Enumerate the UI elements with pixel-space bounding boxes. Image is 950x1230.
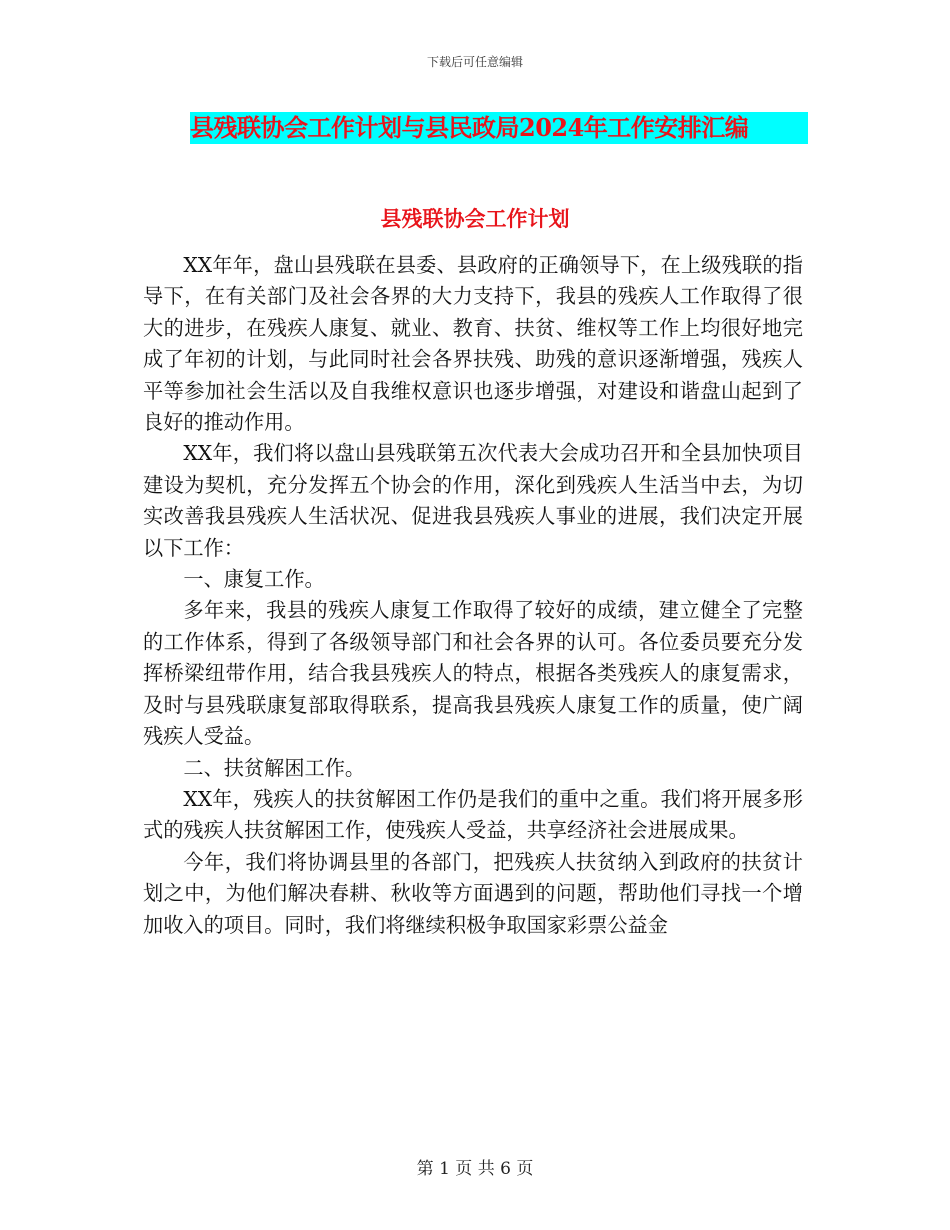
page-number: 第 1 页 共 6 页 [416, 1159, 534, 1179]
document-body [143, 250, 803, 941]
heading-poverty-relief: 二、扶贫解困工作。 [183, 755, 366, 780]
section-title: 县残联协会工作计划 [380, 206, 570, 231]
paragraph-poverty-relief: XX年，残疾人的扶贫解困工作仍是我们的重中之重。我们将开展多形式的残疾人扶贫解困工作，使残疾人受益，共享经济社会进展成果。 [143, 786, 803, 843]
paragraph-this-year: 今年，我们将协调县里的各部门，把残疾人扶贫纳入到政府的扶贫计划之中，为他们解决春耕、秋收等方面遇到的问题，帮助他们寻找一个增加收入的项目。同时，我们将继续积极争取国家彩票公益金 [143, 849, 803, 937]
paragraph-plan: XX年，我们将以盘山县残联第五次代表大会成功召开和全县加快项目建设为契机，充分发挥五个协会的作用，深化到残疾人生活当中去，为切实改善我县残疾人生活状况、促进我县残疾人事业的进展，我们决定开展以下工作： [143, 441, 803, 560]
header-note: 下载后可任意编辑 [426, 55, 523, 69]
paragraph-rehabilitation: 多年来，我县的残疾人康复工作取得了较好的成绩，建立健全了完整的工作体系，得到了各级领导部门和社会各界的认可。各位委员要充分发挥桥梁纽带作用，结合我县残疾人的特点，根据各类残疾人的康复需求，及时与县残联康复部取得联系，提高我县残疾人康复工作的质量，使广阔残疾人受益。 [143, 598, 803, 749]
paragraph-intro: XX年年，盘山县残联在县委、县政府的正确领导下，在上级残联的指导下，在有关部门及社会各界的大力支持下，我县的残疾人工作取得了很大的进步，在残疾人康复、就业、教育、扶贫、维权等工作上均很好地完成了年初的计划，与此同时社会各界扶残、助残的意识逐渐增强，残疾人平等参加社会生活以及自我维权意识也逐步增强，对建设和谐盘山起到了良好的推动作用。 [143, 253, 803, 435]
document-main-title: 县残联协会工作计划与县民政局2024年工作安排汇编 [190, 112, 808, 144]
heading-rehabilitation: 一、康复工作。 [183, 567, 325, 592]
